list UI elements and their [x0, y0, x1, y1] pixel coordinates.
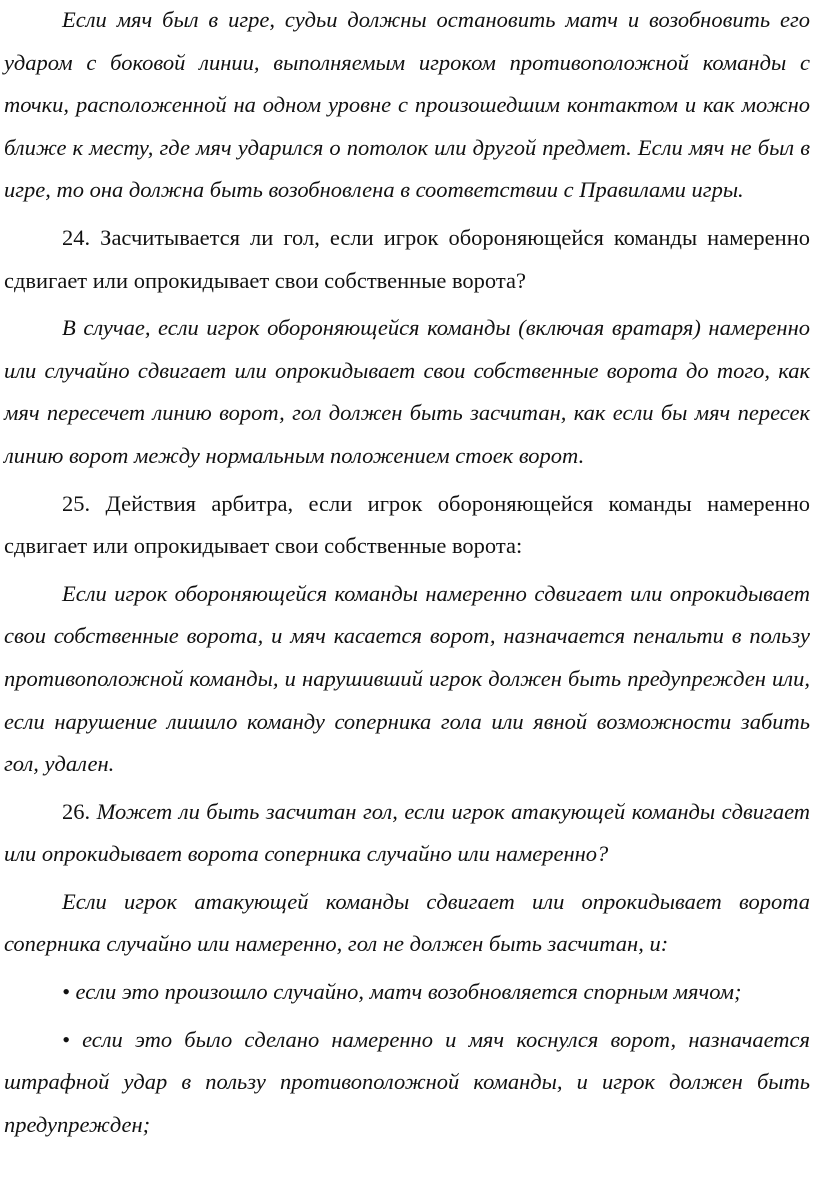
answer-24: В случае, если игрок обороняющейся команды (включая вратаря) намеренно или случайно сдвигает или опрокидывает свои собственные ворота до того, как мяч пересечет линию ворот, гол должен быть засчитан, как если бы мяч пересек линию ворот между нормальным положением стоек ворот. [4, 315, 810, 468]
answer-26: Если игрок атакующей команды сдвигает или опрокидывает ворота соперника случайно или намеренно, гол не должен быть засчитан, и: [4, 888, 810, 957]
paragraph-restart-rule: Если мяч был в игре, судьи должны остановить матч и возобновить его ударом с боковой линии, выполняемым игроком противоположной команды с точки, расположенной на одном уровне с произошедшим контактом и как можно ближе к месту, где мяч ударился о потолок или другой предмет. Если мяч не был в игре, то она должна быть возобновлена в соответствии с Правилами игры. [4, 7, 810, 203]
bullet-intentional: • если это было сделано намеренно и мяч коснулся ворот, назначается штрафной удар в пользу противоположной команды, и игрок должен быть предупрежден; [4, 1026, 810, 1137]
question-26-number: 26. [62, 798, 91, 824]
question-26-text: Может ли быть засчитан гол, если игрок атакующей команды сдвигает или опрокидывает ворота соперника случайно или намеренно? [4, 798, 811, 867]
bullet-accidental: • если это произошло случайно, матч возобновляется спорным мячом; [62, 979, 742, 1005]
question-24: 24. Засчитывается ли гол, если игрок обороняющейся команды намеренно сдвигает или опрокидывает свои собственные ворота? [4, 224, 810, 293]
answer-25: Если игрок обороняющейся команды намеренно сдвигает или опрокидывает свои собственные ворота, и мяч касается ворот, назначается пенальти в пользу противоположной команды, и нарушивший игрок должен быть предупрежден или, если нарушение лишило команду соперника гола или явной возможности забить гол, удален. [4, 580, 810, 777]
question-25: 25. Действия арбитра, если игрок обороняющейся команды намеренно сдвигает или опрокидывает свои собственные ворота: [4, 490, 810, 559]
question-26 [4, 791, 810, 876]
